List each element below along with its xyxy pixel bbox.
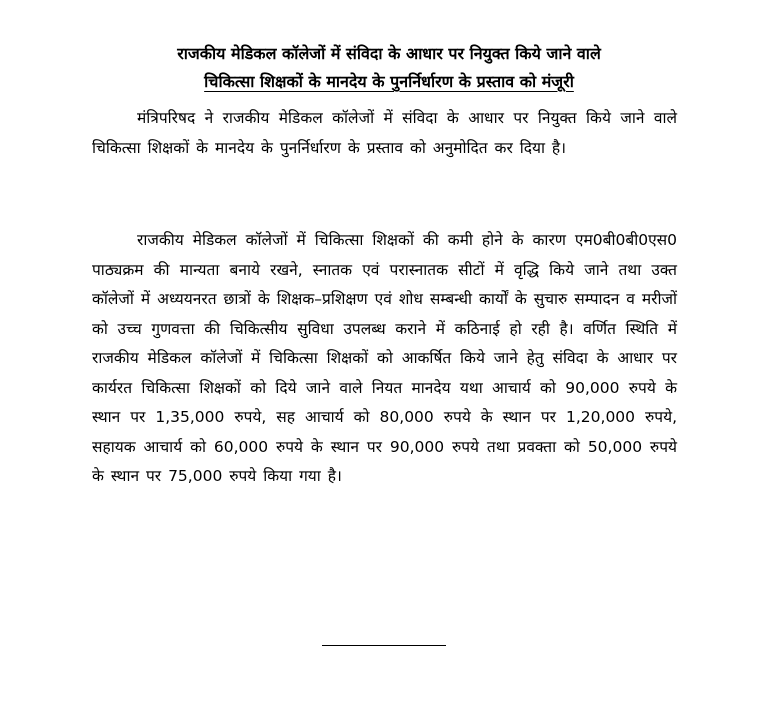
paragraph-details: राजकीय मेडिकल कॉलेजों में चिकित्सा शिक्षकों की कमी होने के कारण एम0बी0बी0एस0 पाठ्यक्रम की मान्यता बनाये रखने, स्नातक एवं परास्नातक सीटों में वृद्धि किये जाने तथा उक्त कॉलेजों में अध्ययनरत छात्रों के शिक्षक–प्रशिक्षण एवं शोध सम्बन्धी कार्यों के सुचारु सम्पादन व मरीजों को उच्च गुणवत्ता की चिकित्सीय सुविधा उपलब्ध कराने में कठिनाई हो रही है। वर्णित स्थिति में राजकीय मेडिकल कॉलेजों में चिकित्सा शिक्षकों को आकर्षित किये जाने हेतु संविदा के आधार पर कार्यरत चिकित्सा शिक्षकों को दिये जाने वाले नियत मानदेय यथा आचार्य को 90,000 रुपये के स्थान पर 1,35,000 रुपये, सह आचार्य को 80,000 रुपये के स्थान पर 1,20,000 रुपये, सहायक आचार्य को 60,000 रुपये के स्थान पर 90,000 रुपये तथा प्रवक्ता को 50,000 रुपये के स्थान पर 75,000 रुपये किया गया है। [92, 231, 677, 485]
title-line-2-text: चिकित्सा शिक्षकों के मानदेय के पुनर्निर्धारण के प्रस्ताव को मंजूरी [204, 72, 574, 91]
end-divider [322, 645, 446, 646]
document-title [60, 40, 718, 96]
title-line-1: राजकीय मेडिकल कॉलेजों में संविदा के आधार पर नियुक्त किये जाने वाले [177, 44, 601, 63]
title-line-2 [60, 68, 718, 96]
paragraph-approval: मंत्रिपरिषद ने राजकीय मेडिकल कॉलेजों में संविदा के आधार पर नियुक्त किये जाने वाले चिकित्सा शिक्षकों के मानदेय के पुनर्निर्धारण के प्रस्ताव को अनुमोदित कर दिया है। [92, 109, 677, 157]
